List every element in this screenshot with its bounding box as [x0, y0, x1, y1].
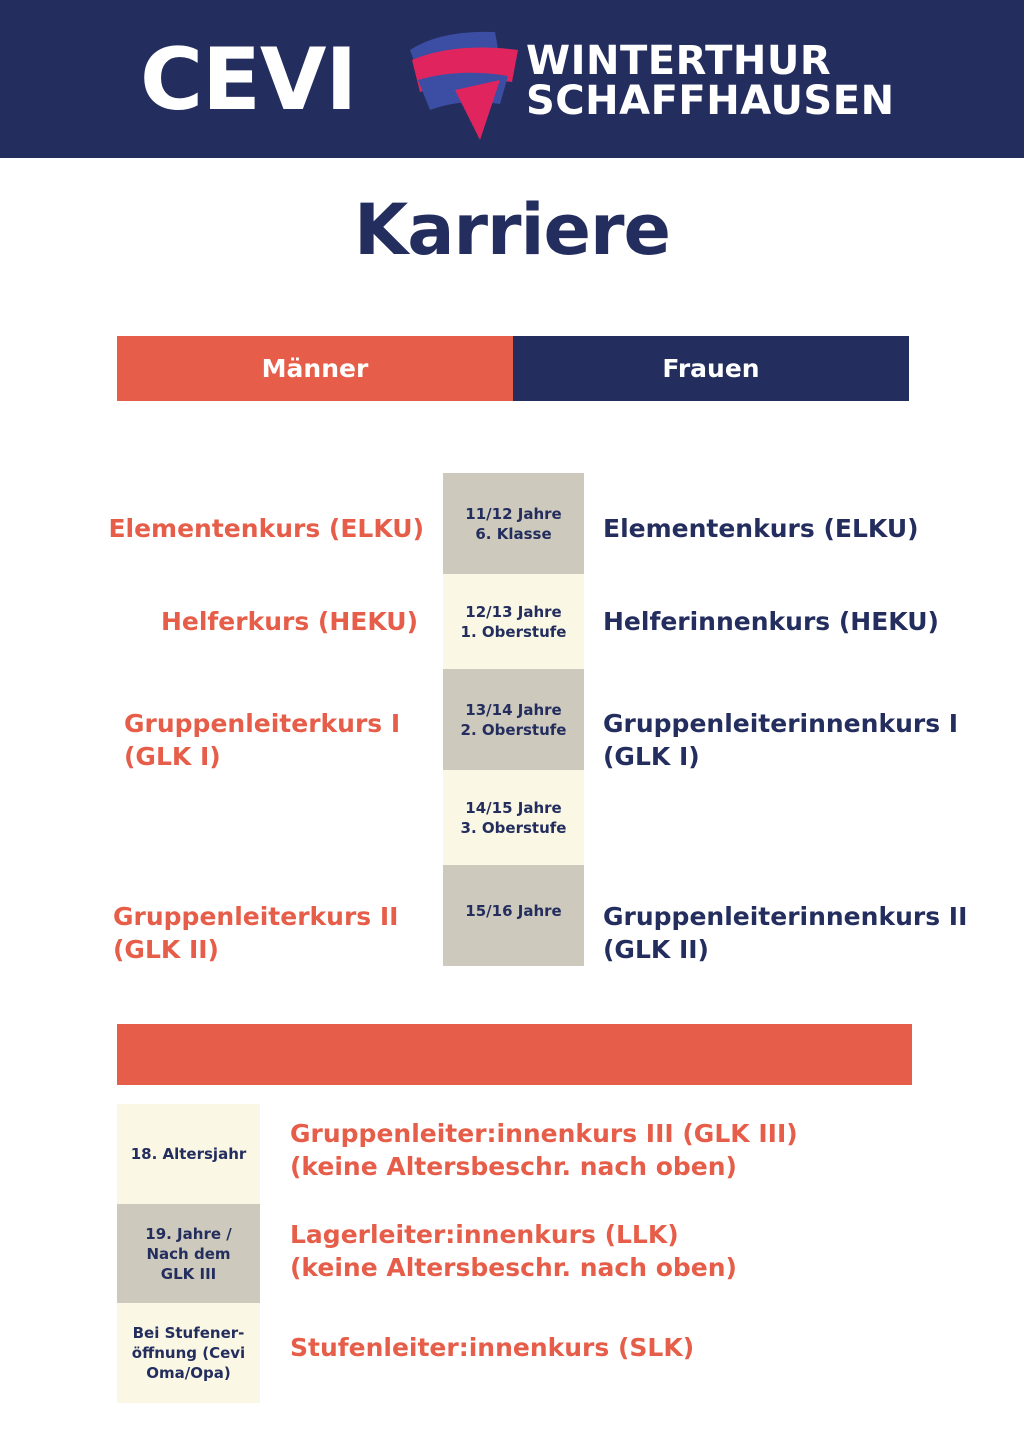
course-women [603, 707, 1013, 773]
flag-ribbon-icon [400, 20, 520, 142]
advanced-course-line: (keine Altersbeschr. nach oben) [290, 1253, 737, 1282]
age-text: 2. Oberstufe [460, 720, 567, 739]
logo-city-line1: WINTERTHUR [526, 38, 832, 84]
advanced-course-line: Lagerleiter:innenkurs (LLK) [290, 1220, 679, 1249]
advanced-course-line: (keine Altersbeschr. nach oben) [290, 1152, 737, 1181]
age-text: 11/12 Jahre [465, 504, 562, 523]
section-divider-bar [117, 1024, 912, 1085]
logo-city-line2: SCHAFFHAUSEN [526, 78, 895, 124]
course-women [603, 900, 1013, 966]
age-cell [443, 770, 584, 865]
course-women-line: Gruppenleiterinnenkurs II [603, 902, 968, 931]
course-men: Elementenkurs (ELKU) [108, 514, 424, 543]
age-text: 15/16 Jahre [465, 902, 562, 920]
course-women: Helferinnenkurs (HEKU) [603, 607, 939, 636]
age-text: 19. Jahre / [145, 1224, 232, 1243]
advanced-age-cell [117, 1303, 260, 1403]
age-text: 1. Oberstufe [460, 622, 567, 641]
advanced-course [290, 1117, 1010, 1183]
column-header-men: Männer [117, 336, 513, 401]
age-cell [443, 473, 584, 574]
age-text: öffnung (Cevi [131, 1344, 246, 1362]
age-text: Bei Stufener- [132, 1324, 245, 1342]
course-men [113, 900, 398, 966]
course-men-line: (GLK II) [113, 935, 219, 964]
advanced-course-line: Gruppenleiter:innenkurs III (GLK III) [290, 1119, 798, 1148]
course-men-line: (GLK I) [124, 742, 221, 771]
age-text: 18. Altersjahr [130, 1145, 247, 1163]
course-men: Helferkurs (HEKU) [160, 607, 418, 636]
age-text: 13/14 Jahre [465, 700, 562, 719]
age-text: 12/13 Jahre [465, 602, 562, 621]
course-men-line: Gruppenleiterkurs I [124, 709, 401, 738]
course-women-line: (GLK II) [603, 935, 709, 964]
advanced-course-line: Stufenleiter:innenkurs (SLK) [290, 1333, 695, 1362]
age-text: GLK III [160, 1264, 217, 1283]
advanced-age-cell [117, 1204, 260, 1303]
course-women-line: Gruppenleiterinnenkurs I [603, 709, 959, 738]
age-text: Nach dem [146, 1244, 231, 1263]
age-cell [443, 865, 584, 966]
course-women-line: (GLK I) [603, 742, 700, 771]
advanced-course [290, 1218, 1010, 1284]
age-text: 6. Klasse [475, 524, 552, 543]
course-men [124, 707, 400, 773]
page-title: Karriere [354, 189, 670, 271]
age-text: 3. Oberstufe [460, 818, 567, 837]
age-text: 14/15 Jahre [465, 798, 562, 817]
course-women: Elementenkurs (ELKU) [603, 514, 919, 543]
advanced-course [290, 1331, 1010, 1364]
course-men-line: Gruppenleiterkurs II [113, 902, 399, 931]
advanced-age-cell [117, 1104, 260, 1204]
age-cell [443, 669, 584, 770]
column-header-women: Frauen [513, 336, 909, 401]
age-cell [443, 574, 584, 669]
age-text: Oma/Opa) [146, 1364, 231, 1382]
logo-word: CEVI [140, 30, 357, 130]
